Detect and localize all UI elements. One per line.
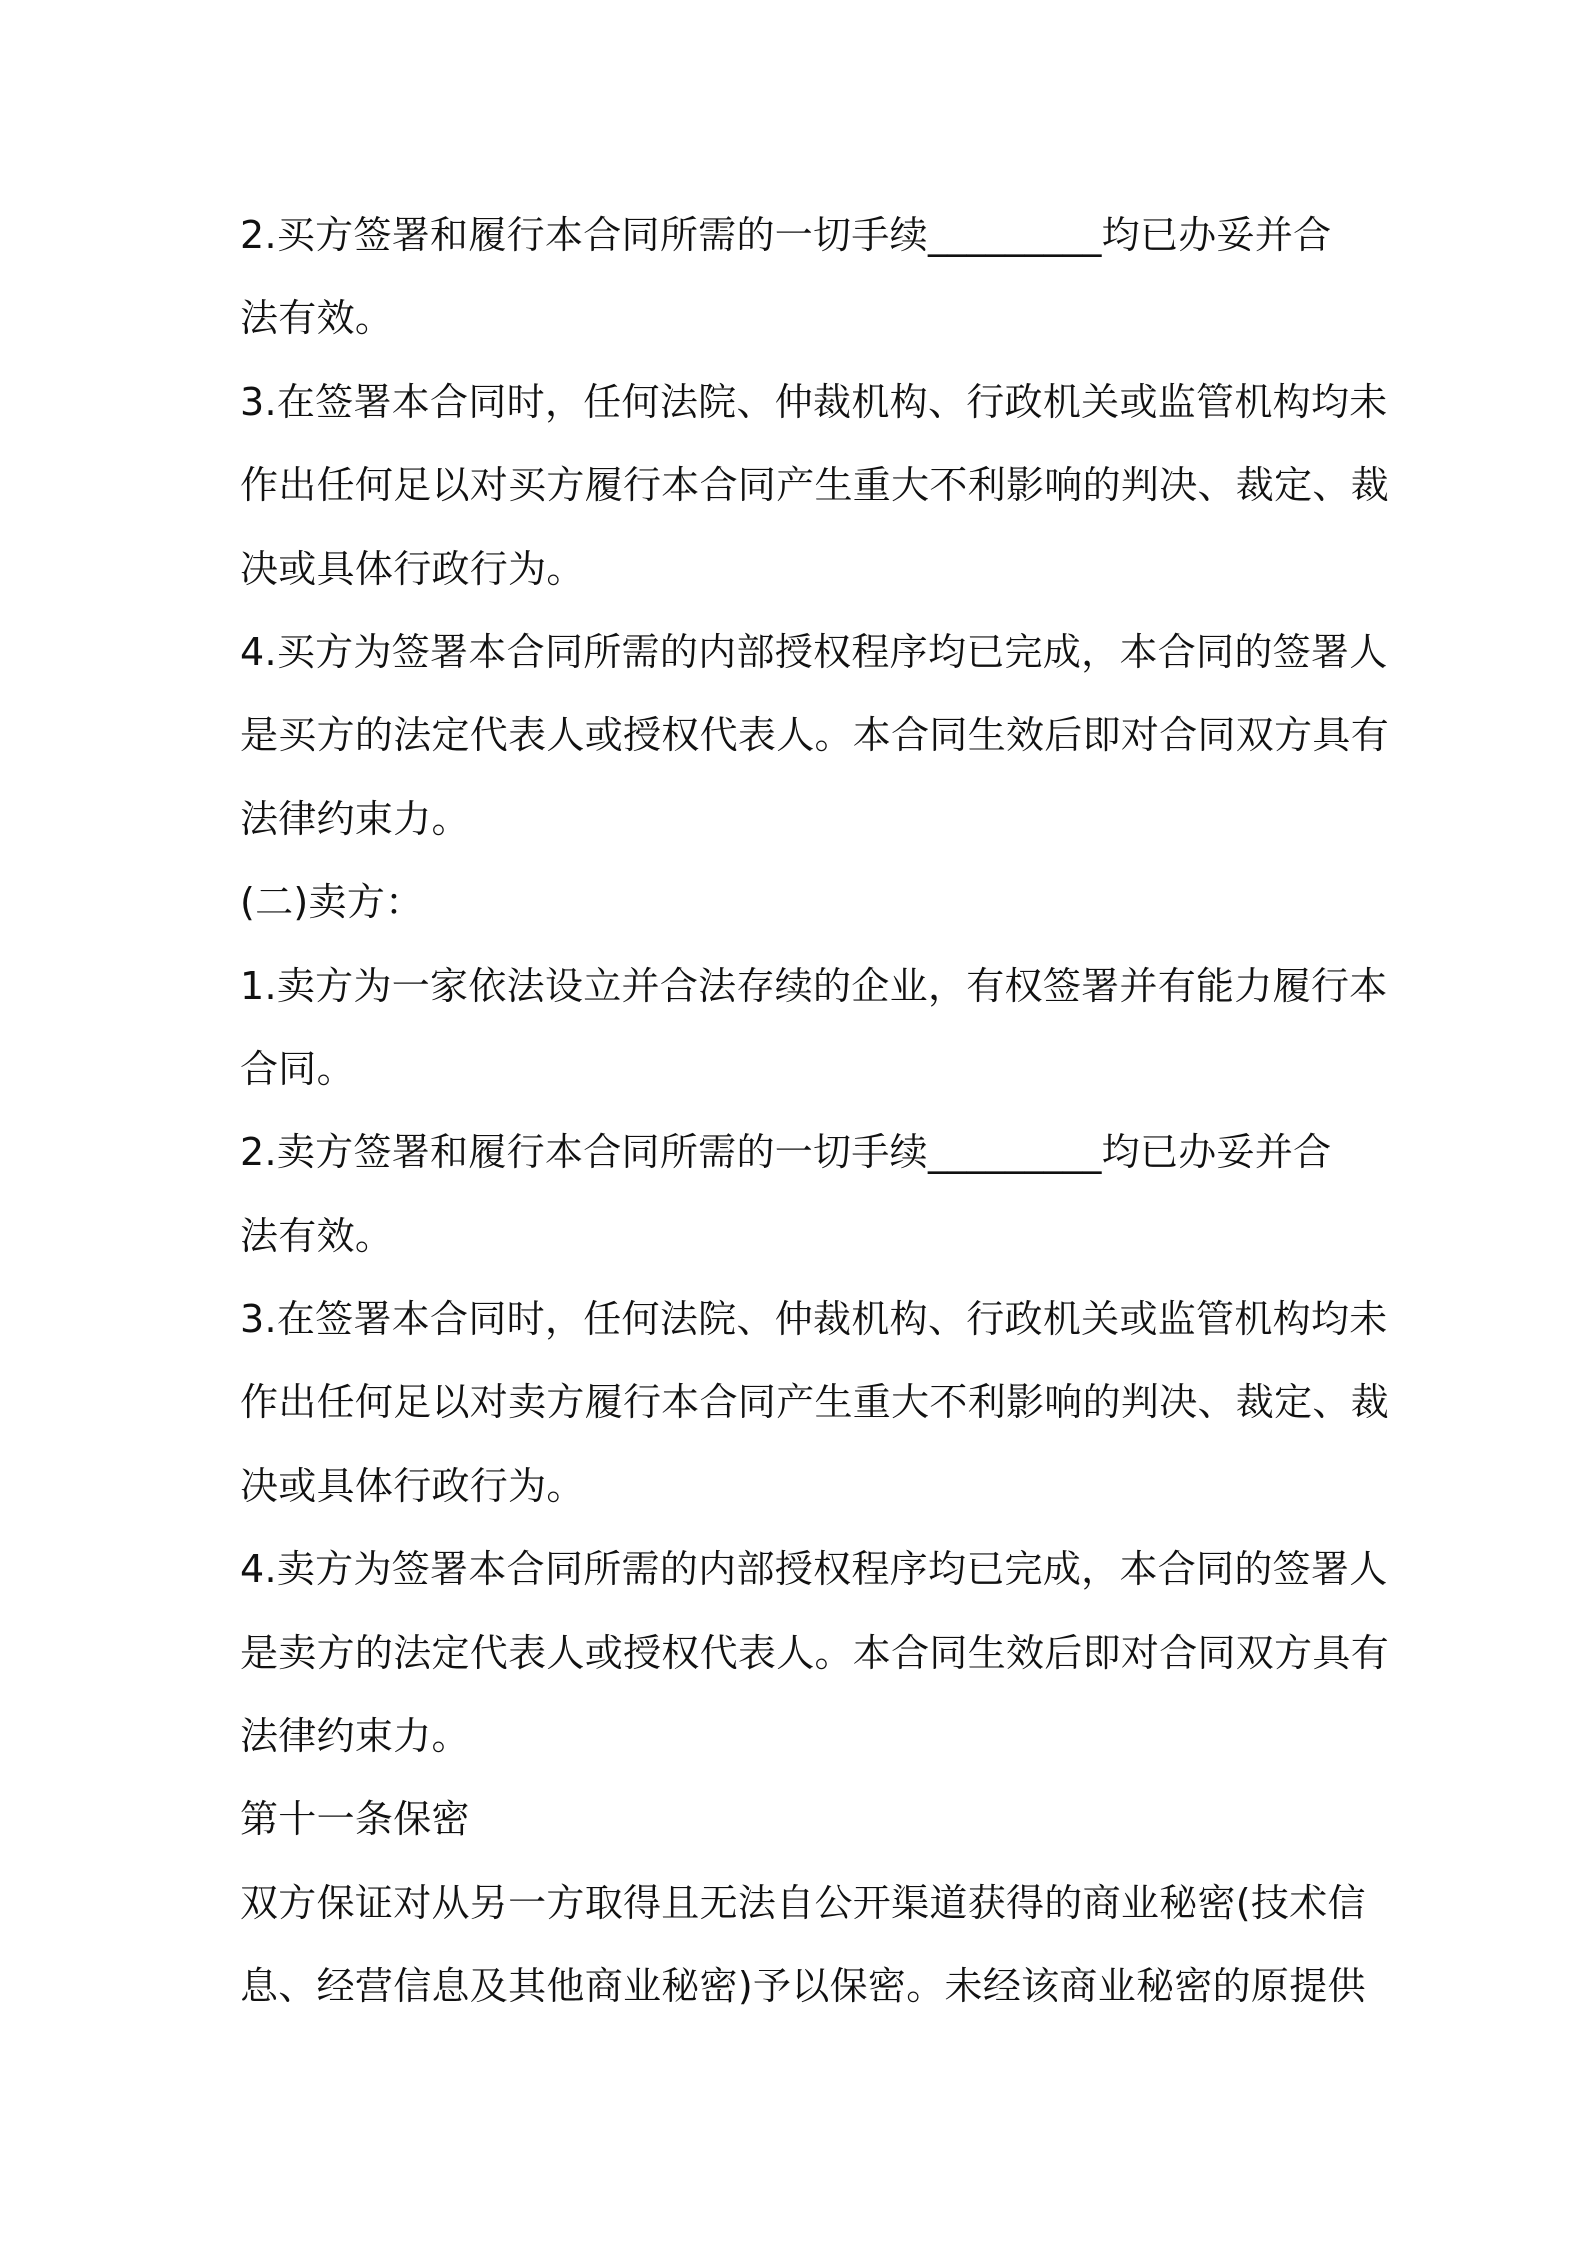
text-line: 双方保证对从另一方取得且无法自公开渠道获得的商业秘密(技术信 [240, 1880, 1366, 1925]
text-line: 作出任何足以对买方履行本合同产生重大不利影响的判决、裁定、裁 [240, 463, 1390, 508]
text-line: 息、经营信息及其他商业秘密)予以保密。未经该商业秘密的原提供 [240, 1964, 1366, 2009]
text-line: 决或具体行政行为。 [240, 546, 585, 591]
text-line: 是买方的法定代表人或授权代表人。本合同生效后即对合同双方具有 [240, 713, 1390, 758]
text-line: 法律约束力。 [240, 796, 470, 841]
document-body [240, 194, 1390, 2029]
text-line: 是卖方的法定代表人或授权代表人。本合同生效后即对合同双方具有 [240, 1630, 1390, 1675]
text-line: 作出任何足以对卖方履行本合同产生重大不利影响的判决、裁定、裁 [240, 1380, 1390, 1425]
text-line: 4.卖方为签署本合同所需的内部授权程序均已完成，本合同的签署人 [240, 1547, 1388, 1592]
text-line: 3.在签署本合同时，任何法院、仲裁机构、行政机关或监管机构均未 [240, 1297, 1388, 1342]
text-line: 法有效。 [240, 1213, 394, 1258]
section-heading-seller: (二)卖方： [240, 880, 424, 925]
text-line: 1.卖方为一家依法设立并合法存续的企业，有权签署并有能力履行本 [240, 963, 1388, 1008]
text-line: 法有效。 [240, 296, 394, 341]
text-line: 2.买方签署和履行本合同所需的一切手续_________均已办妥并合 [240, 213, 1332, 257]
article-heading-confidentiality: 第十一条保密 [240, 1797, 470, 1842]
text-line: 3.在签署本合同时，任何法院、仲裁机构、行政机关或监管机构均未 [240, 379, 1388, 424]
text-line: 法律约束力。 [240, 1714, 470, 1759]
text-line: 决或具体行政行为。 [240, 1463, 585, 1508]
text-line: 合同。 [240, 1046, 355, 1091]
text-line: 2.卖方签署和履行本合同所需的一切手续_________均已办妥并合 [240, 1130, 1332, 1175]
text-line: 4.买方为签署本合同所需的内部授权程序均已完成，本合同的签署人 [240, 629, 1388, 674]
